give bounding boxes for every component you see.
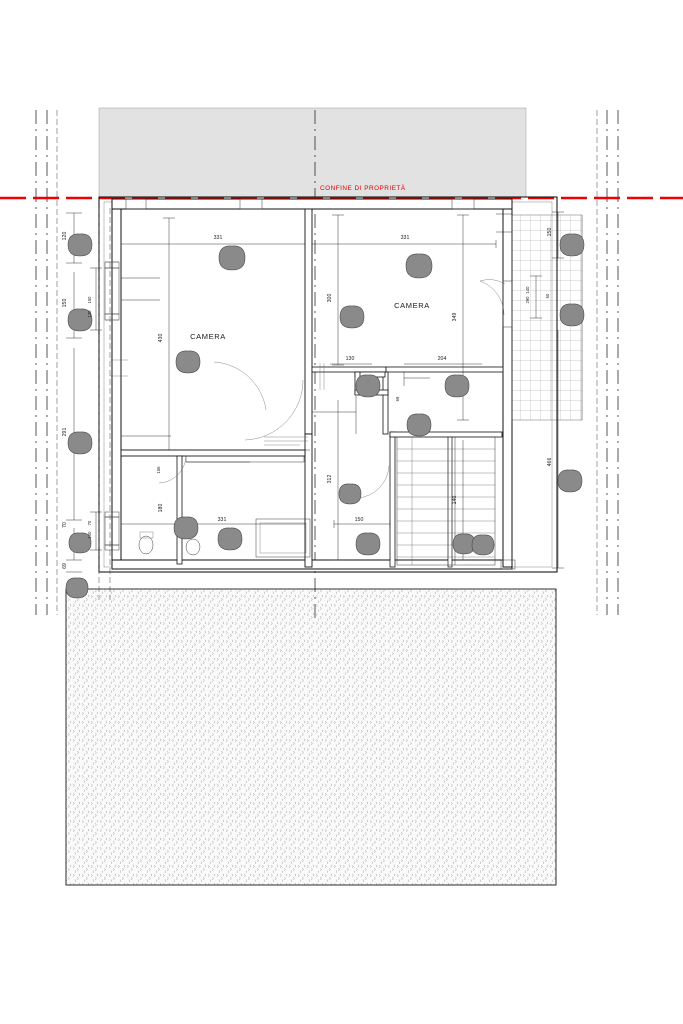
- dimension-label: 140: [525, 286, 530, 294]
- dimension-label: 150: [87, 296, 92, 304]
- dimension-label: 331: [217, 517, 227, 523]
- dimension-label: 300: [327, 293, 333, 303]
- site-axis-right: [597, 110, 618, 615]
- dimension-label: 130: [345, 356, 355, 362]
- dimension-label: 430: [158, 333, 164, 343]
- dimension-label: 140: [452, 495, 458, 505]
- dimension-label: 140: [87, 531, 92, 539]
- garden-area: [66, 589, 556, 885]
- dimension-label: 120: [62, 231, 68, 241]
- boundary-label: CONFINE DI PROPRIETÀ: [320, 185, 406, 192]
- dimension-label: 69: [395, 396, 400, 402]
- dimension-label: 331: [213, 235, 223, 241]
- dimension-label: 466: [547, 457, 553, 467]
- dimension-label: 156: [156, 466, 161, 474]
- dimension-label: 291: [62, 427, 68, 437]
- room-label-camera-left: CAMERA: [190, 332, 226, 341]
- dimension-label: 180: [158, 503, 164, 513]
- dimension-label: 150: [62, 298, 68, 308]
- dimension-label: 150: [547, 227, 553, 237]
- building-outline: [99, 197, 557, 572]
- dimension-label: 331: [400, 235, 410, 241]
- dimension-label: 50: [545, 293, 550, 299]
- dimension-label: 70: [62, 522, 68, 528]
- dimension-label: 150: [354, 517, 364, 523]
- dimension-label: 290: [525, 296, 530, 304]
- dimension-label: 130: [87, 310, 92, 318]
- dimension-label: 312: [327, 474, 333, 484]
- dimension-label: 204: [437, 356, 447, 362]
- dimension-label: 69: [62, 563, 68, 569]
- site-axis-left: [36, 110, 57, 615]
- room-label-camera-right: CAMERA: [394, 301, 430, 310]
- dimension-label: 70: [87, 520, 92, 526]
- dimension-label: 349: [452, 312, 458, 322]
- upper-lot-area: [99, 108, 526, 197]
